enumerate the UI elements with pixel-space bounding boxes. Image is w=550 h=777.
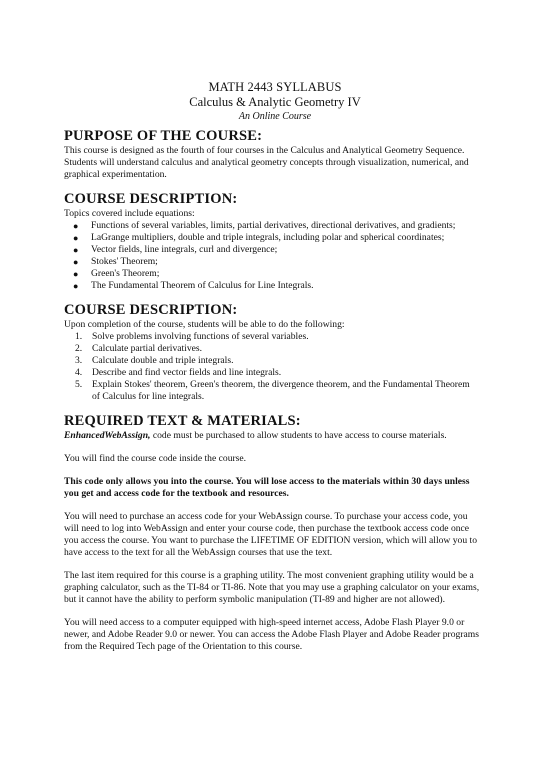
list-item: 5. Explain Stokes' theorem, Green's theorem, the divergence theorem, and the Fundamental Theorem of Calculus for line integrals. [75,379,470,402]
bullet-icon: ● [73,221,79,231]
course-description-heading: COURSE DESCRIPTION: [64,191,238,207]
bullet-icon: ● [73,281,79,291]
purpose-text: This course is designed as the fourth of four courses in the Calculus and Analytical Geometry Sequence. Students will understand calculus and analytical geometry concepts through visualization, numerical, and graphical experimentation. [64,145,469,180]
outcomes-intro: Upon completion of the course, students will be able to do the following: [64,319,345,330]
materials-heading: REQUIRED TEXT & MATERIALS: [64,413,301,429]
course-description-section [64,191,480,292]
list-item: 4. Describe and find vector fields and line integrals. [75,367,282,378]
outcomes-list [64,331,480,403]
title-block [0,80,550,123]
list-item: ● The Fundamental Theorem of Calculus for Line Integrals. [73,280,314,291]
course-outcomes-heading: COURSE DESCRIPTION: [64,302,238,318]
list-item: 3. Calculate double and triple integrals. [75,355,234,366]
materials-paragraph-2: You will find the course code inside the course. [64,453,247,464]
materials-paragraph-4: You will need to purchase an access code for your WebAssign course. To purchase your access code, you will need to log into WebAssign and enter your course code, then purchase the textbook access code once you access the course. You want to purchase the LIFETIME OF EDITION version, which will allow you to have access to the text for all the WebAssign courses that use the text. [64,511,477,558]
materials-paragraph-5: The last item required for this course is a graphing utility. The most convenient graphing utility would be a graphing calculator, such as the TI-84 or TI-86. Note that you may use a graphing calculator on your exams, but it cannot have the ability to perform symbolic manipulation (TI-89 and higher are not allowed). [64,570,480,605]
materials-section [64,413,480,653]
topics-list [64,220,480,292]
purpose-heading: PURPOSE OF THE COURSE: [64,128,263,144]
document-body [64,128,480,653]
bullet-icon: ● [73,269,79,279]
course-name: Calculus & Analytic Geometry IV [189,95,361,109]
list-item: ● Green's Theorem; [73,268,160,279]
list-item: 1. Solve problems involving functions of several variables. [75,331,309,342]
materials-warning: This code only allows you into the course. You will lose access to the materials within 30 days unless you get and access code for the textbook and resources. [64,476,470,499]
list-item: 2. Calculate partial derivatives. [75,343,203,354]
list-item: ● LaGrange multipliers, double and triple integrals, including polar and spherical coordinates; [73,232,445,243]
bullet-icon: ● [73,257,79,267]
course-outcomes-section [64,302,480,403]
course-format: An Online Course [238,111,312,122]
bullet-icon: ● [73,245,79,255]
purpose-section [64,128,480,181]
list-item: ● Functions of several variables, limits, partial derivatives, directional derivatives, and gradients; [73,220,456,231]
topics-intro: Topics covered include equations: [64,208,195,219]
list-item: ● Stokes' Theorem; [73,256,158,267]
bullet-icon: ● [73,233,79,243]
enhanced-webassign-label: EnhancedWebAssign, [64,430,151,441]
materials-paragraph-1: EnhancedWebAssign, code must be purchased to allow students to have access to course materials. [64,430,447,441]
materials-paragraph-6: You will need access to a computer equipped with high-speed internet access, Adobe Flash Player 9.0 or newer, and Adobe Reader 9.0 or newer. You can access the Adobe Flash Player and Adobe Reader programs from the Required Tech page of the Orientation to this course. [64,617,479,652]
syllabus-title: MATH 2443 SYLLABUS [208,80,342,94]
list-item: ● Vector fields, line integrals, curl and divergence; [73,244,278,255]
